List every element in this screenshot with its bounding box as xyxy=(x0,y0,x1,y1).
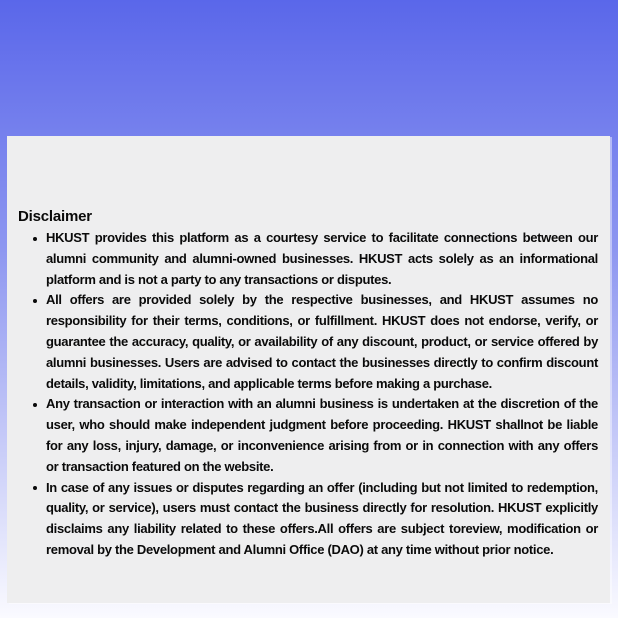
bullet-dot-icon xyxy=(33,237,37,241)
disclaimer-item-platform xyxy=(18,228,598,290)
disclaimer-item-offers xyxy=(18,290,598,394)
disclaimer-item-text: All offers are provided solely by the respective businesses, and HKUST assumes no responsibility for their terms, conditions, or fulfillment. HKUST does not endorse, verify, or guarantee the accuracy, quality, or availability of any discount, product, or service offered by alumni businesses. Users are advised to contact the businesses directly to confirm discount details, validity, limitations, and applicable terms before making a purchase. xyxy=(46,292,598,391)
disclaimer-list xyxy=(18,228,598,561)
disclaimer-item-disputes xyxy=(18,478,598,561)
bullet-dot-icon xyxy=(33,403,37,407)
disclaimer-item-text: HKUST provides this platform as a courtesy service to facilitate connections between our alumni community and alumni-owned businesses. HKUST acts solely as an informational platform and is not a party to any transactions or disputes. xyxy=(46,230,598,287)
bullet-dot-icon xyxy=(33,486,37,490)
disclaimer-card xyxy=(7,136,610,603)
disclaimer-heading: Disclaimer xyxy=(18,208,92,225)
disclaimer-item-text: Any transaction or interaction with an alumni business is undertaken at the discretion of the user, who should make independent judgment before proceeding. HKUST shallnot be liable for any loss, injury, damage, or inconvenience arising from or in connection with any offers or transaction featured on the website. xyxy=(46,396,598,474)
bullet-dot-icon xyxy=(33,299,37,303)
disclaimer-item-text: In case of any issues or disputes regarding an offer (including but not limited to redemption, quality, or service), users must contact the business directly for resolution. HKUST explicitly disclaims any liability related to these offers.All offers are subject toreview, modification or removal by the Development and Alumni Office (DAO) at any time without prior notice. xyxy=(46,479,598,557)
disclaimer-item-transactions xyxy=(18,394,598,477)
